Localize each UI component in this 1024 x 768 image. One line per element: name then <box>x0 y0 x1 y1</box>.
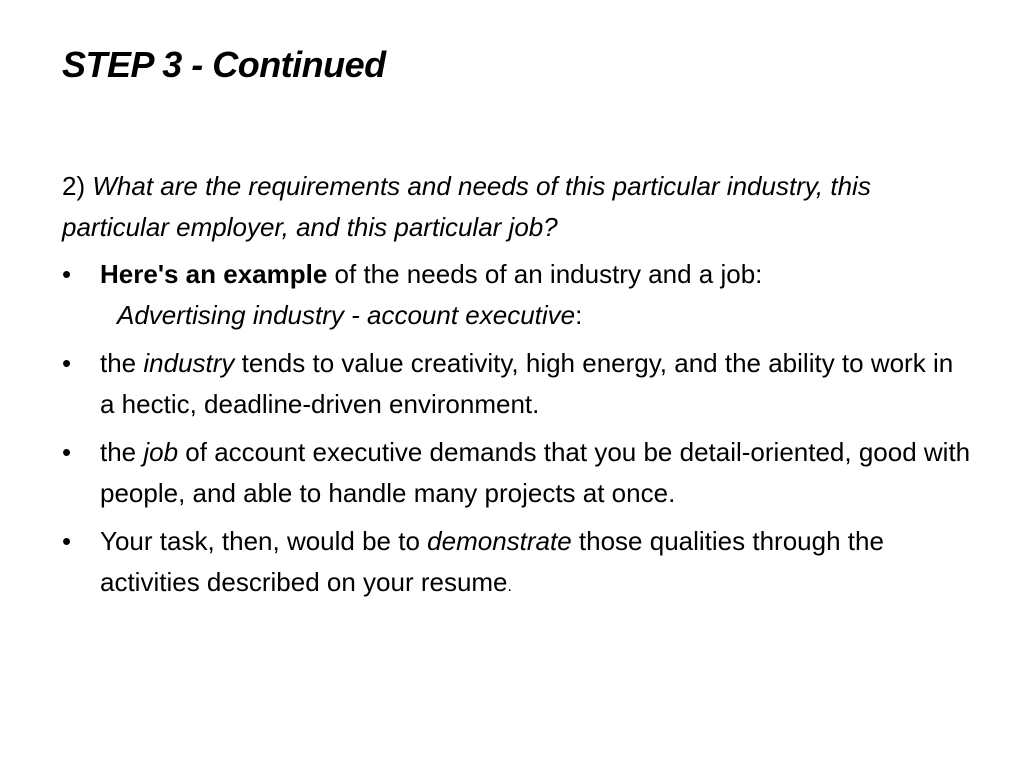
bullet-italic-text: job <box>143 437 179 467</box>
bullet-item-example <box>62 254 972 336</box>
bullet-text-pre: Your task, then, would be to <box>100 526 428 556</box>
bullet-italic-text: demonstrate <box>427 526 572 556</box>
bullet-text-pre: the <box>100 437 144 467</box>
bullet-item-job <box>62 432 972 514</box>
bullet-list <box>62 254 972 607</box>
question-text: What are the requirements and needs of this particular industry, this particular employer, and this particular job? <box>62 171 871 242</box>
example-subline <box>100 295 972 336</box>
bullet-text-post: tends to value creativity, high energy, and the ability to work in a hectic, deadline-driven environment. <box>100 348 954 419</box>
example-italic-text: Advertising industry - account executive <box>117 300 576 330</box>
slide-body <box>62 166 972 614</box>
question-number: 2) <box>62 171 86 201</box>
bullet-italic-text: industry <box>143 348 235 378</box>
bullet-text-post: those qualities through the activities described on your resume <box>100 526 884 597</box>
question <box>62 166 972 248</box>
bullet-bold-text: Here's an example <box>100 259 328 289</box>
example-colon: : <box>575 300 583 330</box>
slide-title: STEP 3 - Continued <box>62 44 386 85</box>
bullet-text: of the needs of an industry and a job: <box>327 259 763 289</box>
bullet-text-pre: the <box>100 348 144 378</box>
bullet-item-industry <box>62 343 972 425</box>
bullet-text-post: of account executive demands that you be detail-oriented, good with people, and able to handle many projects at once. <box>100 437 971 508</box>
bullet-item-task <box>62 521 972 607</box>
bullet-end-period: . <box>507 578 512 595</box>
